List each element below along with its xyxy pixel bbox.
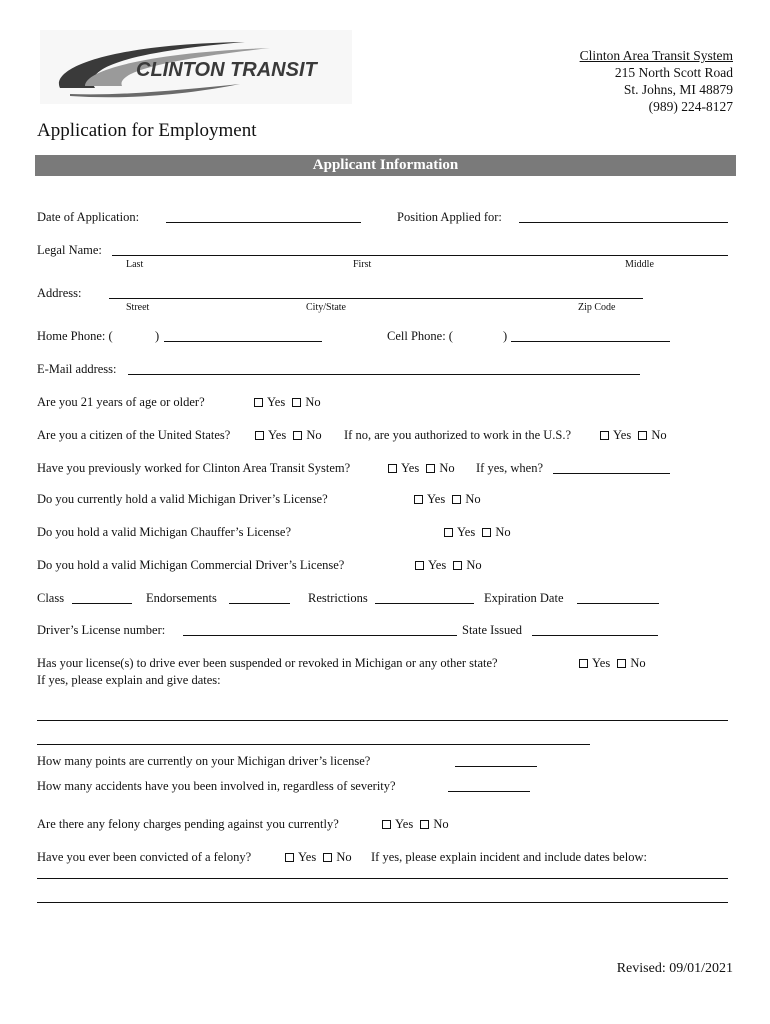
home-phone-label: Home Phone: (	[37, 329, 113, 343]
previous-work-options	[388, 461, 459, 476]
age21-no-checkbox[interactable]	[292, 398, 301, 407]
state-issued-field[interactable]	[532, 623, 658, 636]
cell-phone-close-paren: )	[503, 329, 508, 343]
date-of-application-label: Date of Application:	[37, 210, 140, 224]
felony-convicted-no-option[interactable]	[323, 850, 351, 865]
mi-license-no-option[interactable]	[452, 492, 480, 507]
cdl-no-checkbox[interactable]	[453, 561, 462, 570]
felony-convicted-no-checkbox[interactable]	[323, 853, 332, 862]
cdl-yes-checkbox[interactable]	[415, 561, 424, 570]
yes-label: Yes	[268, 428, 287, 442]
mi-license-question: Do you currently hold a valid Michigan Driver’s License?	[37, 492, 328, 506]
age21-options	[254, 395, 325, 410]
chauffeur-yes-option[interactable]	[444, 525, 475, 540]
yes-label: Yes	[298, 850, 317, 864]
felony-convicted-yes-option[interactable]	[285, 850, 316, 865]
suspended-no-checkbox[interactable]	[617, 659, 626, 668]
position-applied-label: Position Applied for:	[397, 210, 502, 224]
home-phone-field[interactable]	[164, 329, 322, 342]
explain-dates-label: If yes, please explain and give dates:	[37, 673, 221, 687]
authorized-options	[600, 428, 671, 443]
address-field[interactable]	[109, 286, 643, 299]
authorized-no-option[interactable]	[638, 428, 666, 443]
authorized-question: If no, are you authorized to work in the U.S.?	[344, 428, 572, 442]
date-of-application-field[interactable]	[166, 210, 361, 223]
age21-no-option[interactable]	[292, 395, 320, 410]
no-label: No	[306, 428, 322, 442]
address-street-caption: Street	[126, 302, 150, 313]
legal-name-middle-caption: Middle	[625, 259, 654, 270]
felony-convicted-options	[285, 850, 356, 865]
explain-dates-line-1[interactable]	[37, 708, 728, 721]
felony-pending-no-checkbox[interactable]	[420, 820, 429, 829]
chauffeur-question: Do you hold a valid Michigan Chauffer’s License?	[37, 525, 291, 539]
class-label: Class	[37, 591, 65, 605]
endorsements-label: Endorsements	[146, 591, 217, 605]
yes-label: Yes	[592, 656, 611, 670]
email-label: E-Mail address:	[37, 362, 117, 376]
company-address-block	[580, 47, 733, 115]
class-field[interactable]	[72, 591, 132, 604]
cdl-no-option[interactable]	[453, 558, 481, 573]
yes-label: Yes	[427, 492, 446, 506]
expiration-field[interactable]	[577, 591, 659, 604]
previous-work-yes-option[interactable]	[388, 461, 419, 476]
felony-convicted-yes-checkbox[interactable]	[285, 853, 294, 862]
felony-convicted-question: Have you ever been convicted of a felony?	[37, 850, 252, 864]
logo-text: CLINTON TRANSIT	[136, 59, 317, 81]
felony-pending-yes-checkbox[interactable]	[382, 820, 391, 829]
address-city-caption: City/State	[306, 302, 346, 313]
previous-work-no-option[interactable]	[426, 461, 454, 476]
page-title: Application for Employment	[37, 120, 257, 141]
points-question: How many points are currently on your Michigan driver’s license?	[37, 754, 371, 768]
endorsements-field[interactable]	[229, 591, 290, 604]
no-label: No	[336, 850, 352, 864]
authorized-yes-option[interactable]	[600, 428, 631, 443]
chauffeur-no-option[interactable]	[482, 525, 510, 540]
legal-name-field[interactable]	[112, 243, 728, 256]
citizen-yes-option[interactable]	[255, 428, 286, 443]
home-phone-close-paren: )	[155, 329, 160, 343]
cell-phone-label: Cell Phone: (	[387, 329, 453, 343]
age21-question: Are you 21 years of age or older?	[37, 395, 205, 409]
mi-license-yes-option[interactable]	[414, 492, 445, 507]
accidents-question: How many accidents have you been involved in, regardless of severity?	[37, 779, 396, 793]
yes-label: Yes	[457, 525, 476, 539]
previous-work-yes-checkbox[interactable]	[388, 464, 397, 473]
points-field[interactable]	[455, 754, 537, 767]
legal-name-last-caption: Last	[126, 259, 144, 270]
no-label: No	[466, 558, 482, 572]
position-applied-field[interactable]	[519, 210, 728, 223]
felony-pending-question: Are there any felony charges pending against you currently?	[37, 817, 339, 831]
yes-label: Yes	[613, 428, 632, 442]
accidents-field[interactable]	[448, 779, 530, 792]
previous-work-no-checkbox[interactable]	[426, 464, 435, 473]
age21-yes-checkbox[interactable]	[254, 398, 263, 407]
logo-swoosh-icon	[40, 30, 352, 104]
previous-when-field[interactable]	[553, 461, 670, 474]
felony-pending-options	[382, 817, 453, 832]
citizen-yes-checkbox[interactable]	[255, 431, 264, 440]
state-issued-label: State Issued	[462, 623, 523, 637]
company-name: Clinton Area Transit System	[579, 48, 733, 63]
suspended-no-option[interactable]	[617, 656, 645, 671]
felony-explain-line-2[interactable]	[37, 890, 728, 903]
restrictions-label: Restrictions	[308, 591, 368, 605]
chauffeur-options	[444, 525, 515, 540]
company-street: 215 North Scott Road	[614, 65, 733, 80]
citizen-no-option[interactable]	[293, 428, 321, 443]
suspended-options	[579, 656, 650, 671]
cell-phone-field[interactable]	[511, 329, 670, 342]
address-label: Address:	[37, 286, 82, 300]
citizen-question: Are you a citizen of the United States?	[37, 428, 231, 442]
cdl-question: Do you hold a valid Michigan Commercial Driver’s License?	[37, 558, 345, 572]
mi-license-options	[414, 492, 485, 507]
age21-yes-option[interactable]	[254, 395, 285, 410]
expiration-label: Expiration Date	[484, 591, 564, 605]
no-label: No	[305, 395, 321, 409]
address-zip-caption: Zip Code	[578, 302, 616, 313]
yes-label: Yes	[395, 817, 414, 831]
no-label: No	[439, 461, 455, 475]
no-label: No	[495, 525, 511, 539]
no-label: No	[651, 428, 667, 442]
suspended-question: Has your license(s) to drive ever been suspended or revoked in Michigan or any other state?	[37, 656, 498, 670]
previous-when-label: If yes, when?	[476, 461, 543, 475]
suspended-yes-option[interactable]	[579, 656, 610, 671]
company-phone: (989) 224-8127	[648, 99, 733, 114]
felony-explain-line-1[interactable]	[37, 866, 728, 879]
cdl-yes-option[interactable]	[415, 558, 446, 573]
no-label: No	[630, 656, 646, 670]
chauffeur-yes-checkbox[interactable]	[444, 528, 453, 537]
legal-name-label: Legal Name:	[37, 243, 102, 257]
company-city: St. Johns, MI 48879	[623, 82, 733, 97]
felony-pending-yes-option[interactable]	[382, 817, 413, 832]
citizen-no-checkbox[interactable]	[293, 431, 302, 440]
no-label: No	[465, 492, 481, 506]
mi-license-yes-checkbox[interactable]	[414, 495, 423, 504]
yes-label: Yes	[401, 461, 420, 475]
authorized-no-checkbox[interactable]	[638, 431, 647, 440]
no-label: No	[433, 817, 449, 831]
license-number-label: Driver’s License number:	[37, 623, 166, 637]
yes-label: Yes	[267, 395, 286, 409]
legal-name-first-caption: First	[353, 259, 372, 270]
revised-date: Revised: 09/01/2021	[616, 961, 733, 976]
citizen-options	[255, 428, 326, 443]
felony-pending-no-option[interactable]	[420, 817, 448, 832]
chauffeur-no-checkbox[interactable]	[482, 528, 491, 537]
felony-explain-label: If yes, please explain incident and include dates below:	[371, 850, 647, 864]
suspended-yes-checkbox[interactable]	[579, 659, 588, 668]
email-field[interactable]	[128, 362, 640, 375]
clinton-transit-logo	[40, 30, 352, 104]
explain-dates-line-2[interactable]	[37, 732, 590, 745]
previous-work-question: Have you previously worked for Clinton Area Transit System?	[37, 461, 351, 475]
mi-license-no-checkbox[interactable]	[452, 495, 461, 504]
cdl-options	[415, 558, 486, 573]
yes-label: Yes	[428, 558, 447, 572]
license-number-field[interactable]	[183, 623, 457, 636]
restrictions-field[interactable]	[375, 591, 474, 604]
section-header: Applicant Information	[35, 155, 736, 176]
authorized-yes-checkbox[interactable]	[600, 431, 609, 440]
